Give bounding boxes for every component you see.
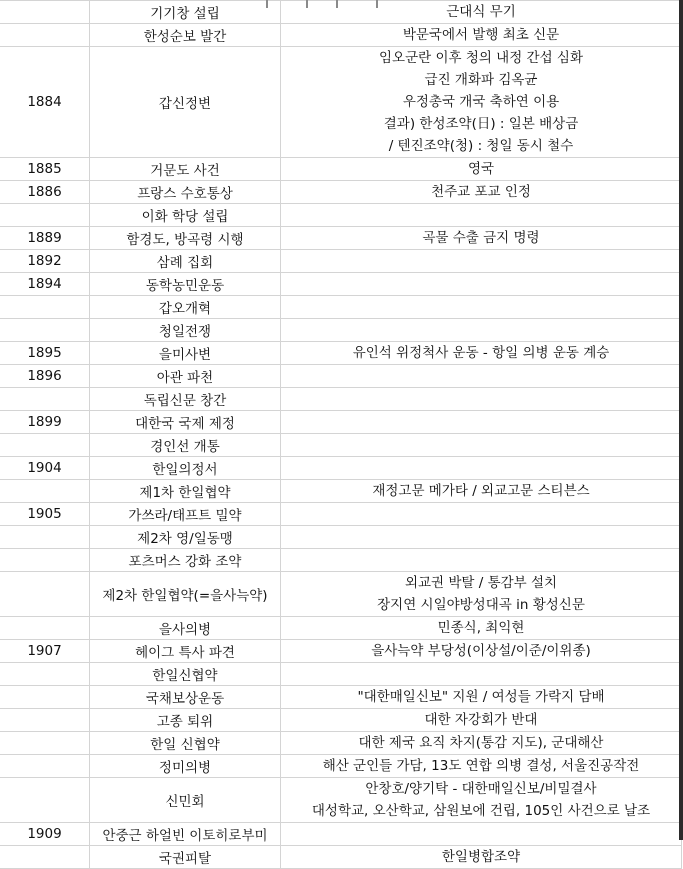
table-row (0, 778, 682, 823)
event-cell[interactable]: 국권피탈 (90, 846, 281, 869)
notes-cell[interactable] (281, 663, 682, 686)
event-cell[interactable]: 한성순보 발간 (90, 24, 281, 47)
note-line: 대한 제국 요직 차지(통감 지도), 군대해산 (358, 735, 604, 751)
note-line (281, 204, 681, 226)
note-line (281, 526, 681, 548)
notes-cell[interactable] (281, 823, 682, 846)
notes-cell[interactable] (281, 319, 682, 342)
note-line (281, 273, 681, 295)
note-line (281, 823, 681, 845)
table-row (0, 823, 682, 846)
table-row (0, 549, 682, 572)
notes-cell[interactable] (281, 549, 682, 572)
note-line: 우정총국 개국 축하연 이용 (402, 94, 560, 110)
event-cell[interactable]: 독립신문 창간 (90, 388, 281, 411)
year-cell[interactable] (0, 709, 90, 732)
table-row (0, 617, 682, 640)
table-row (0, 755, 682, 778)
note-line: 곡물 수출 금지 명령 (422, 230, 540, 246)
table-row (0, 732, 682, 755)
note-line: 대성학교, 오산학교, 삼원보에 건립, 105인 사건으로 날조 (311, 803, 651, 819)
year-cell[interactable] (0, 617, 90, 640)
event-cell[interactable]: 한일의정서 (90, 457, 281, 480)
note-line: 결과) 한성조약(日) : 일본 배상금 (383, 116, 579, 132)
year-cell[interactable] (0, 526, 90, 549)
year-cell[interactable]: 1909 (0, 823, 90, 846)
year-cell[interactable]: 1899 (0, 411, 90, 434)
year-cell[interactable] (0, 732, 90, 755)
note-line: 천주교 포교 인정 (431, 184, 531, 200)
note-line: 영국 (467, 161, 495, 177)
event-cell[interactable]: 헤이그 특사 파견 (90, 640, 281, 663)
event-cell[interactable]: 삼례 집회 (90, 250, 281, 273)
table-row (0, 250, 682, 273)
table-row (0, 686, 682, 709)
table-row (0, 204, 682, 227)
table-row (0, 47, 682, 158)
notes-cell[interactable] (281, 434, 682, 457)
event-cell[interactable]: 갑신정변 (90, 47, 281, 158)
table-row (0, 663, 682, 686)
notes-cell[interactable] (281, 732, 682, 755)
year-cell[interactable] (0, 755, 90, 778)
notes-cell[interactable] (281, 365, 682, 388)
year-cell[interactable] (0, 846, 90, 869)
note-line: 을사늑약 부당성(이상설/이준/이위종) (371, 643, 591, 659)
notes-cell[interactable] (281, 388, 682, 411)
event-cell[interactable]: 함경도, 방곡령 시행 (90, 227, 281, 250)
year-cell[interactable] (0, 319, 90, 342)
year-cell[interactable] (0, 296, 90, 319)
note-line (281, 296, 681, 318)
note-line: 민종식, 최익현 (437, 620, 525, 636)
year-cell[interactable] (0, 24, 90, 47)
year-cell[interactable]: 1907 (0, 640, 90, 663)
note-line (281, 365, 681, 387)
year-cell[interactable]: 1892 (0, 250, 90, 273)
event-cell[interactable]: 안중근 하얼빈 이토히로부미 (90, 823, 281, 846)
year-cell[interactable]: 1894 (0, 273, 90, 296)
year-cell[interactable] (0, 434, 90, 457)
year-cell[interactable] (0, 663, 90, 686)
notes-cell[interactable] (281, 296, 682, 319)
table-row (0, 342, 682, 365)
event-cell[interactable]: 제2차 영/일동맹 (90, 526, 281, 549)
notes-cell[interactable] (281, 227, 682, 250)
event-cell[interactable]: 을미사변 (90, 342, 281, 365)
notes-cell[interactable] (281, 778, 682, 823)
notes-cell[interactable] (281, 181, 682, 204)
note-line (281, 434, 681, 456)
note-line: 급진 개화파 김옥균 (424, 72, 538, 88)
note-line (281, 319, 681, 341)
notes-cell[interactable] (281, 686, 682, 709)
note-line: 장지연 시일야방성대곡 in 황성신문 (377, 597, 585, 613)
note-line: 임오군란 이후 청의 내정 간섭 심화 (378, 50, 584, 66)
event-cell[interactable]: 프랑스 수호통상 (90, 181, 281, 204)
note-line: 재정고문 메가타 / 외교고문 스티븐스 (372, 483, 590, 499)
note-line: 근대식 무기 (446, 4, 516, 20)
notes-cell[interactable] (281, 640, 682, 663)
table-row (0, 457, 682, 480)
window-border (679, 0, 683, 840)
year-cell[interactable]: 1895 (0, 342, 90, 365)
event-cell[interactable]: 거문도 사건 (90, 158, 281, 181)
table-row (0, 319, 682, 342)
year-cell[interactable]: 1896 (0, 365, 90, 388)
note-line: "대한매일신보" 지원 / 여성들 가락지 담배 (357, 689, 605, 705)
notes-cell[interactable] (281, 204, 682, 227)
note-line (281, 549, 681, 571)
note-line: 안창호/양기탁 - 대한매일신보/비밀결사 (365, 781, 597, 797)
table-row (0, 388, 682, 411)
note-line: 한일병합조약 (441, 849, 521, 865)
notes-cell[interactable] (281, 709, 682, 732)
event-cell[interactable]: 국채보상운동 (90, 686, 281, 709)
table-row (0, 273, 682, 296)
event-cell[interactable]: 제2차 한일협약(=을사늑약) (90, 572, 281, 617)
table-row (0, 158, 682, 181)
note-line: 외교권 박탈 / 통감부 설치 (404, 575, 558, 591)
notes-cell[interactable] (281, 411, 682, 434)
table-row (0, 480, 682, 503)
year-cell[interactable]: 1885 (0, 158, 90, 181)
notes-cell[interactable] (281, 342, 682, 365)
table-row (0, 846, 682, 869)
table-row (0, 24, 682, 47)
notes-cell[interactable] (281, 480, 682, 503)
notes-cell[interactable] (281, 273, 682, 296)
note-line (281, 457, 681, 479)
event-cell[interactable]: 한일신협약 (90, 663, 281, 686)
year-cell[interactable] (0, 480, 90, 503)
year-cell[interactable]: 1884 (0, 47, 90, 158)
note-line: 대한 자강회가 반대 (424, 712, 538, 728)
table-row (0, 181, 682, 204)
column-header-marks (262, 0, 382, 10)
notes-cell[interactable] (281, 503, 682, 526)
note-line (281, 411, 681, 433)
table-row (0, 503, 682, 526)
notes-cell[interactable] (281, 572, 682, 617)
notes-cell[interactable] (281, 250, 682, 273)
year-cell[interactable]: 1889 (0, 227, 90, 250)
year-cell[interactable] (0, 1, 90, 24)
year-cell[interactable] (0, 686, 90, 709)
event-cell[interactable]: 신민회 (90, 778, 281, 823)
notes-cell[interactable] (281, 755, 682, 778)
year-cell[interactable]: 1905 (0, 503, 90, 526)
year-cell[interactable] (0, 388, 90, 411)
notes-cell[interactable] (281, 617, 682, 640)
year-cell[interactable]: 1904 (0, 457, 90, 480)
table-row (0, 434, 682, 457)
event-cell[interactable]: 갑오개혁 (90, 296, 281, 319)
year-cell[interactable]: 1886 (0, 181, 90, 204)
event-cell[interactable]: 제1차 한일협약 (90, 480, 281, 503)
table-row (0, 572, 682, 617)
note-line: 해산 군인들 가담, 13도 연합 의병 결성, 서울진공작전 (322, 758, 640, 774)
note-line (281, 250, 681, 272)
event-cell[interactable]: 가쓰라/태프트 밀약 (90, 503, 281, 526)
note-line (281, 503, 681, 525)
notes-cell[interactable] (281, 526, 682, 549)
notes-cell[interactable] (281, 24, 682, 47)
event-cell[interactable]: 기기창 설립 (90, 1, 281, 24)
year-cell[interactable] (0, 204, 90, 227)
year-cell[interactable] (0, 778, 90, 823)
table-row (0, 365, 682, 388)
notes-cell[interactable] (281, 47, 682, 158)
event-cell[interactable]: 정미의병 (90, 755, 281, 778)
table-row (0, 296, 682, 319)
note-line: 유인석 위정척사 운동 - 항일 의병 운동 계승 (352, 345, 610, 361)
event-cell[interactable]: 한일 신협약 (90, 732, 281, 755)
year-cell[interactable] (0, 549, 90, 572)
note-line: / 텐진조약(청) : 청일 동시 철수 (388, 138, 574, 154)
event-cell[interactable]: 포츠머스 강화 조약 (90, 549, 281, 572)
event-cell[interactable]: 대한국 국제 제정 (90, 411, 281, 434)
event-cell[interactable]: 을사의병 (90, 617, 281, 640)
note-line (281, 663, 681, 685)
event-cell[interactable]: 청일전쟁 (90, 319, 281, 342)
table-row (0, 640, 682, 663)
table-row (0, 526, 682, 549)
year-cell[interactable] (0, 572, 90, 617)
notes-cell[interactable] (281, 846, 682, 869)
event-cell[interactable]: 경인선 개통 (90, 434, 281, 457)
note-line (281, 388, 681, 410)
event-cell[interactable]: 이화 학당 설립 (90, 204, 281, 227)
event-cell[interactable]: 아관 파천 (90, 365, 281, 388)
table-row (0, 227, 682, 250)
notes-cell[interactable] (281, 158, 682, 181)
table-row (0, 709, 682, 732)
event-cell[interactable]: 고종 퇴위 (90, 709, 281, 732)
table-row (0, 411, 682, 434)
notes-cell[interactable] (281, 457, 682, 480)
note-line: 박문국에서 발행 최초 신문 (402, 27, 560, 43)
event-cell[interactable]: 동학농민운동 (90, 273, 281, 296)
